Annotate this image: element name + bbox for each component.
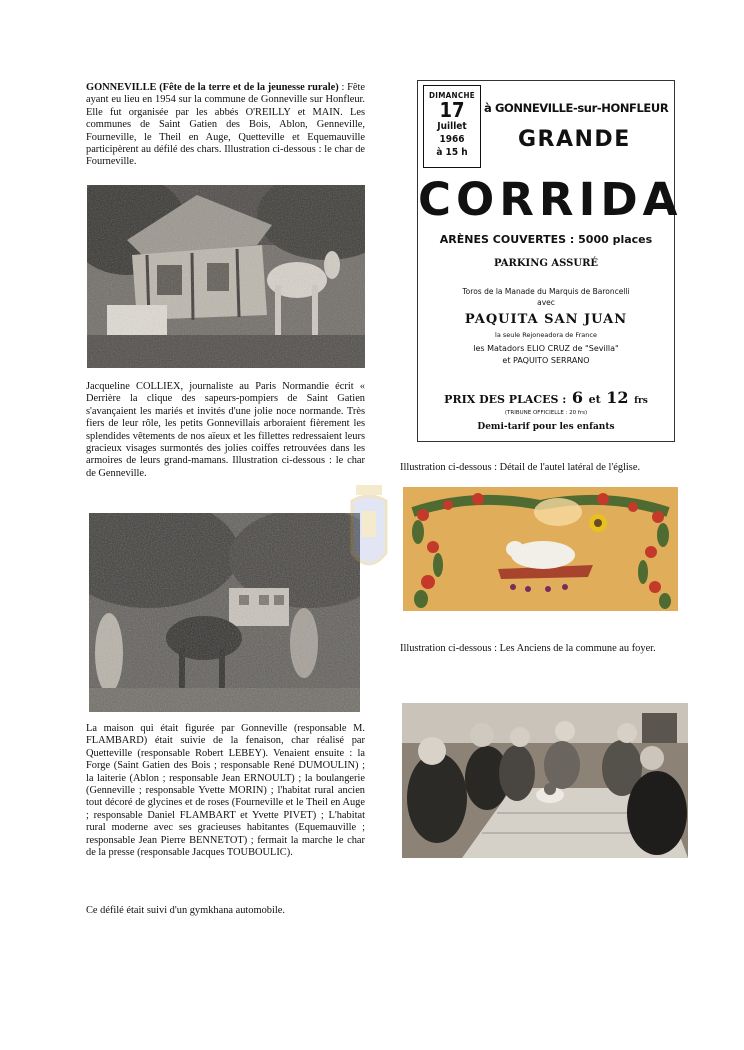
poster-avec: avec: [537, 298, 555, 307]
poster-demi-tarif: Demi-tarif pour les enfants: [477, 422, 615, 432]
poster-day: DIMANCHE: [428, 91, 476, 100]
poster-month-year: Juillet 1966: [437, 121, 467, 145]
noce-paragraph: Jacqueline COLLIEX, journaliste au Paris Normandie écrit « Derrière la clique des sapeurs-pompiers de Saint Gatien s'avançaient les mariés et invités d'une jolie noce normande. Très fiers de leur rôle, les petits Gonnevillais arboraient fièrement les splendides vêtements de nos aïeux et les fillettes redressaient leurs gracieux visages surmontés des jolies coiffes retrouvées dans les armoires de leurs grand-mamans. Illustration ci-dessous : le char de Genneville.: [86, 381, 365, 479]
watermark-crest-icon: [348, 483, 390, 581]
poster-location: à GONNEVILLE-sur-HONFLEUR: [484, 101, 669, 115]
photo-autel: [403, 487, 678, 611]
poster-grande: GRANDE: [518, 127, 631, 152]
corrida-poster: [417, 80, 683, 442]
photo-char-fourneville: [87, 185, 365, 368]
poster-arenes-label: ARÈNES COUVERTES :: [439, 233, 575, 246]
intro-text: : Fête ayant eu lieu en 1954 sur la commune de Gonneville sur Honfleur. Elle fut organisée par les abbés O'REILLY et MAIN. Les communes de Saint Gatien des Bois, Ablon, Genneville, Fourneville, le Theil en Auge, Quetteville et Equemauville participèrent au défilé des chars. Illustration ci-dessous : le char de Fourneville.: [86, 82, 365, 168]
intro-heading: GONNEVILLE (Fête de la terre et de la jeunesse rurale): [86, 82, 339, 93]
poster-corrida-title: CORRIDA: [418, 173, 683, 226]
poster-prix-et: et: [588, 393, 601, 406]
poster-arenes: [418, 233, 674, 246]
poster-hour: à 15 h: [436, 147, 468, 158]
char-genneville-image: [89, 513, 360, 712]
poster-matadors-2: et PAQUITO SERRANO: [502, 356, 590, 365]
poster-paquita: PAQUITA SAN JUAN: [464, 312, 628, 327]
poster-rejoneadora: la seule Rejoneadora de France: [495, 331, 597, 339]
poster-tribune: (TRIBUNE OFFICIELLE : 20 frs): [504, 410, 588, 416]
poster-prix-unit: frs: [634, 396, 648, 406]
char-fourneville-image: [87, 185, 365, 368]
poster-parking: PARKING ASSURÉ: [493, 258, 599, 269]
intro-paragraph: [86, 82, 365, 169]
poster-prix-label: PRIX DES PLACES :: [444, 393, 567, 406]
poster-date-box: [423, 85, 481, 168]
anciens-foyer-image: [402, 703, 688, 858]
poster-prix-6: 6: [571, 388, 584, 407]
chars-paragraph: La maison qui était figurée par Gonneville (responsable M. FLAMBARD) était suivie de la fenaison, char réalisé par Quetteville (responsable Robert LEBEY). Venaient ensuite : la Forge (Saint Gatien des Bois ; responsable René DUMOULIN) ; la laiterie (Ablon ; responsable Jean ERNOULT) ; la boulangerie (Genneville ; responsable Yvette MORIN) ; l'habitat rural ancien tout décoré de glycines et de roses (Fourneville et le Theil en Auge ; responsable Daniel FLAMBART et Yvette PIVET) ; L'habitat rural moderne avec ses gracieuses habitantes (Equemauville ; responsable Jean Pierre BENNETOT) ; fermait la marche le char de la presse (responsable Jacques TOUBOULIC).: [86, 723, 365, 859]
photo-char-genneville: [89, 513, 360, 712]
photo-anciens-foyer: [402, 703, 688, 858]
poster-prix: [418, 388, 674, 407]
poster-prix-12: 12: [606, 388, 629, 407]
gymkhana-line: Ce défilé était suivi d'un gymkhana automobile.: [86, 905, 285, 916]
poster-matadors-1: les Matadors ELIO CRUZ de "Sevilla": [473, 344, 619, 353]
caption-autel: Illustration ci-dessous : Détail de l'autel latéral de l'église.: [400, 462, 641, 473]
poster-toros: Toros de la Manade du Marquis de Baroncelli: [462, 287, 630, 296]
caption-anciens: Illustration ci-dessous : Les Anciens de la commune au foyer.: [400, 643, 656, 654]
poster-arenes-value: 5000 places: [578, 233, 653, 246]
autel-detail-image: [403, 487, 678, 611]
poster-date-number: 17: [439, 98, 465, 122]
